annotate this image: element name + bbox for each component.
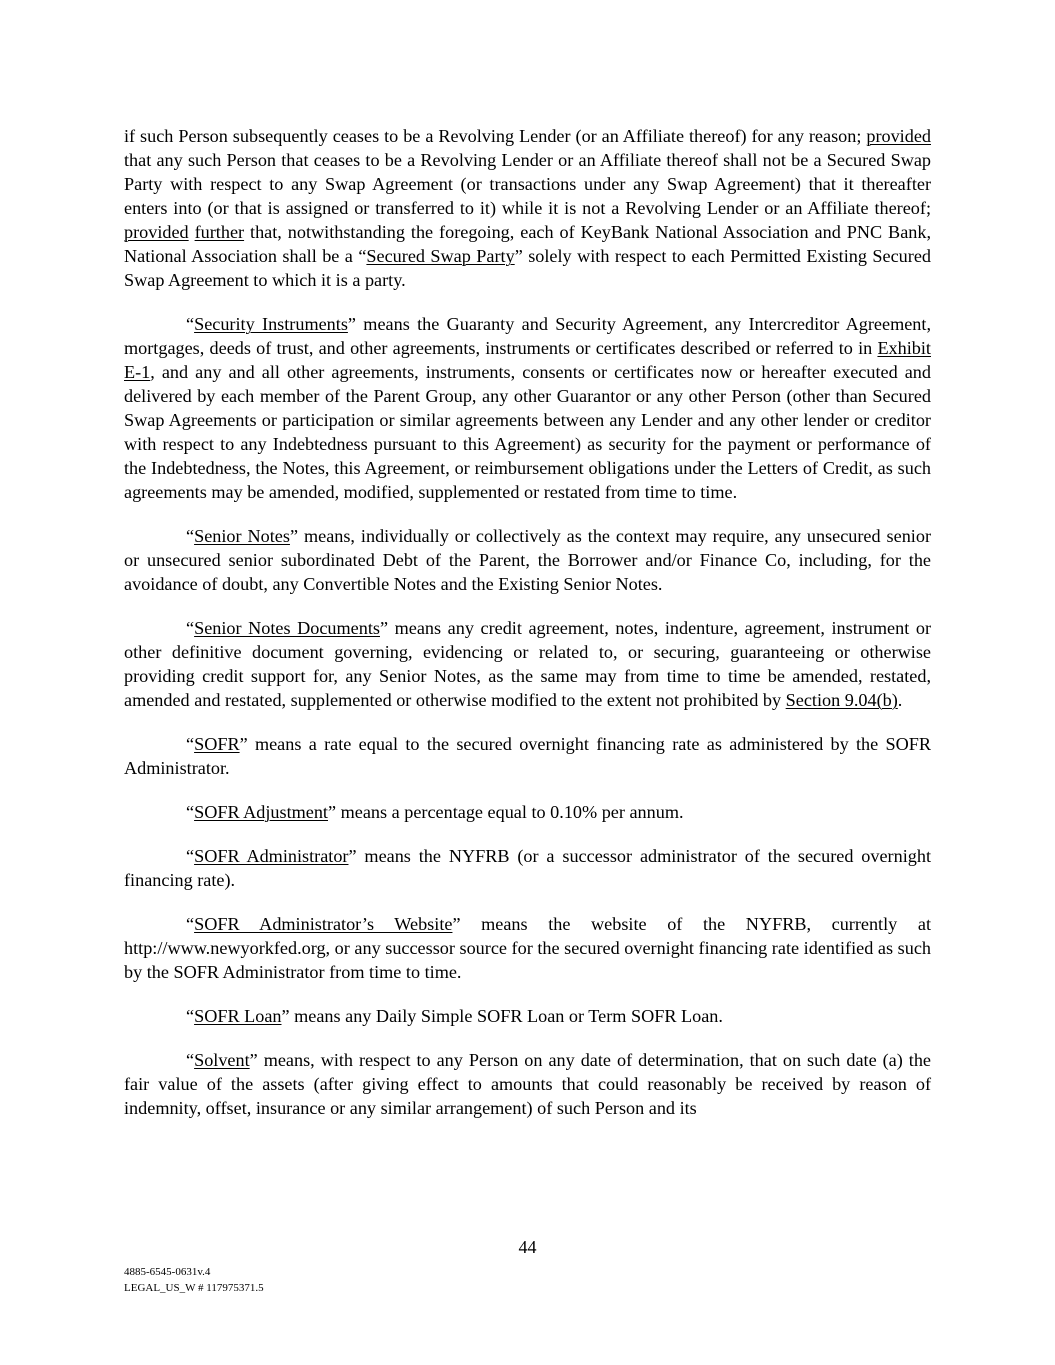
section-reference: Section 9.04(b) (785, 690, 898, 710)
footer-document-id: 4885-6545-0631v.4 (124, 1266, 211, 1278)
defined-term: Secured Swap Party (366, 246, 515, 266)
defined-term: Senior Notes (194, 526, 290, 546)
text-segment: “ (186, 1050, 195, 1070)
text-segment: “ (186, 802, 195, 822)
underlined-term: provided (124, 222, 189, 242)
text-segment: “ (186, 526, 195, 546)
defined-term: SOFR Administrator (194, 846, 349, 866)
text-segment: “ (186, 734, 195, 754)
text-segment: ” solely with respect to each Permitted Existing Secured Swap Agreement to which it is a party. (124, 246, 931, 290)
defined-term: SOFR Administrator’s Website (194, 914, 453, 934)
defined-term: Solvent (194, 1050, 250, 1070)
text-segment: “ (186, 1006, 195, 1026)
defined-term: Security Instruments (194, 314, 348, 334)
text-segment: ” means any Daily Simple SOFR Loan or Term SOFR Loan. (281, 1006, 723, 1026)
definition-sofr-administrators-website (124, 912, 931, 984)
text-segment: “ (186, 914, 195, 934)
text-segment: “ (186, 314, 195, 334)
definition-sofr-administrator (124, 844, 931, 892)
definition-solvent (124, 1048, 931, 1120)
underlined-term: further (194, 222, 245, 242)
paragraph-secured-swap-party-continuation (124, 124, 931, 292)
exhibit-reference: Exhibit E-1 (124, 338, 931, 382)
definition-sofr-adjustment (124, 800, 931, 824)
defined-term: SOFR Loan (194, 1006, 282, 1026)
text-segment: “ (186, 618, 195, 638)
definition-sofr-loan (124, 1004, 931, 1028)
page-number: 44 (518, 1237, 537, 1257)
underlined-term: provided (866, 126, 931, 146)
defined-term: SOFR (194, 734, 240, 754)
text-segment: if such Person subsequently ceases to be a Revolving Lender (or an Affiliate thereof) for any reason; (124, 126, 867, 146)
text-segment: . (897, 690, 903, 710)
text-segment: , and any and all other agreements, instruments, consents or certificates now or hereafter executed and delivered by each member of the Parent Group, any other Guarantor or any other Person (other than Secured Swap Agreements or participation or similar agreements between any Lender and any other lender or creditor with respect to any Indebtedness pursuant to this Agreement) as security for the payment or performance of the Indebtedness, the Notes, this Agreement, or reimbursement obligations under the Letters of Credit, as such agreements may be amended, modified, supplemented or restated from time to time. (124, 362, 931, 502)
text-segment: ” means, with respect to any Person on any date of determination, that on such date (a) the fair value of the assets (after giving effect to amounts that could reasonably be received by reason of indemnity, offset, insurance or any similar arrangement) of such Person and its (124, 1050, 931, 1118)
text-segment: ” means the Guaranty and Security Agreement, any Intercreditor Agreement, mortgages, deeds of trust, and other agreements, instruments or certificates described or referred to in (124, 314, 931, 358)
text-segment: ” means any credit agreement, notes, indenture, agreement, instrument or other definitive document governing, evidencing or related to, or securing, guaranteeing or otherwise providing credit support for, any Senior Notes, as the same may from time to time be amended, restated, amended and restated, supplemented or otherwise modified to the extent not prohibited by (124, 618, 931, 710)
text-segment: ” means a percentage equal to 0.10% per annum. (328, 802, 684, 822)
defined-term: Senior Notes Documents (194, 618, 380, 638)
text-segment: ” means the website of the NYFRB, currently at http://www.newyorkfed.org, or any successor source for the secured overnight financing rate identified as such by the SOFR Administrator from time to time. (124, 914, 931, 982)
definition-sofr (124, 732, 931, 780)
document-footer (124, 1264, 264, 1296)
text-segment: ” means, individually or collectively as the context may require, any unsecured senior or unsecured senior subordinated Debt of the Parent, the Borrower and/or Finance Co, including, for the avoidance of doubt, any Convertible Notes and the Existing Senior Notes. (124, 526, 931, 594)
defined-term: SOFR Adjustment (194, 802, 328, 822)
footer-legal-id: LEGAL_US_W # 117975371.5 (124, 1282, 264, 1294)
document-page (124, 124, 931, 1140)
text-segment: that any such Person that ceases to be a Revolving Lender or an Affiliate thereof shall not be a Secured Swap Party with respect to any Swap Agreement (or transactions under any Swap Agreement) that it thereafter enters into (or that is assigned or transferred to it) while it is not a Revolving Lender or an Affiliate thereof; (124, 150, 931, 218)
definition-senior-notes-documents (124, 616, 931, 712)
text-segment: ” means the NYFRB (or a successor administrator of the secured overnight financing rate). (124, 846, 932, 890)
text-segment: ” means a rate equal to the secured overnight financing rate as administered by the SOFR Administrator. (124, 734, 931, 778)
definition-security-instruments (124, 312, 931, 504)
definition-senior-notes (124, 524, 931, 596)
text-segment: that, notwithstanding the foregoing, each of KeyBank National Association and PNC Bank, National Association shall be a “ (124, 222, 931, 266)
text-segment: “ (186, 846, 195, 866)
